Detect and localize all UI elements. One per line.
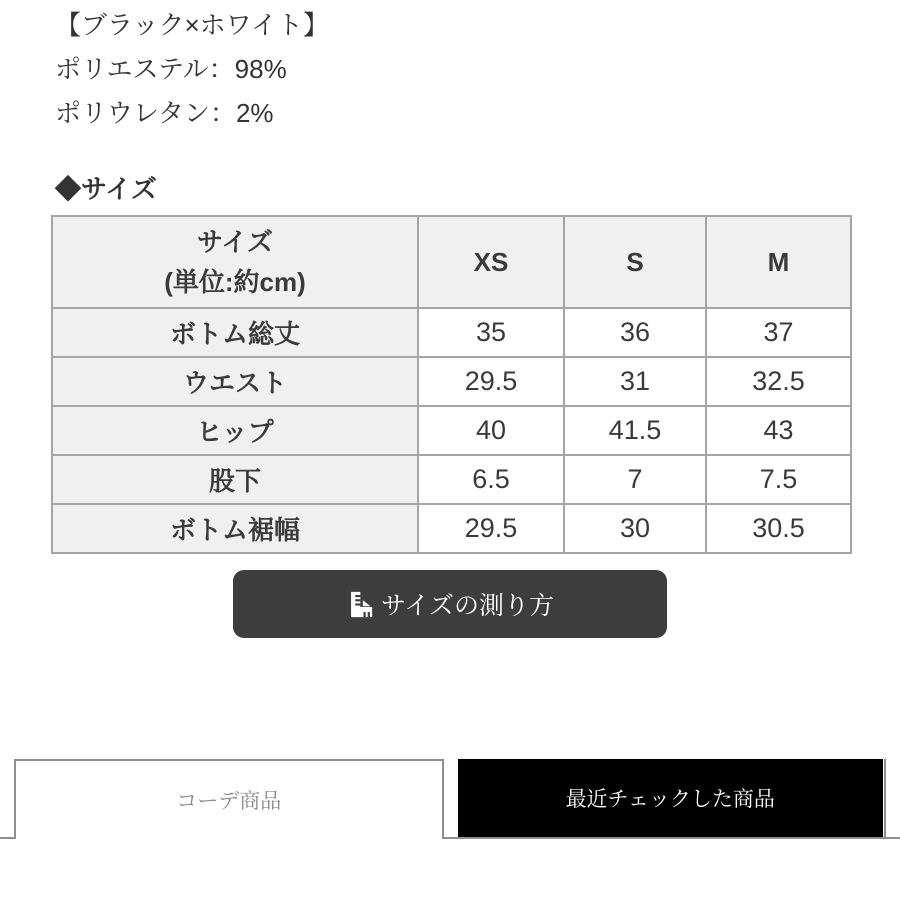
measurement-value: 29.5 (418, 504, 564, 553)
size-section-heading: ◆サイズ (55, 174, 157, 204)
measurement-row (52, 357, 851, 406)
material-polyester: ポリエステル：98% (55, 54, 287, 84)
measure-guide-button[interactable] (233, 570, 667, 638)
measurement-value: 43 (706, 406, 851, 455)
measure-button-wrap (0, 570, 900, 638)
measurement-value: 36 (564, 308, 706, 357)
measurement-value: 30.5 (706, 504, 851, 553)
measurement-row (52, 504, 851, 553)
measurement-value: 31 (564, 357, 706, 406)
measurement-label: 股下 (52, 455, 418, 504)
size-table-header-row (52, 216, 851, 308)
size-table (51, 215, 852, 554)
measurement-value: 40 (418, 406, 564, 455)
measurement-value: 41.5 (564, 406, 706, 455)
bottom-tabbar (0, 759, 900, 839)
measure-guide-label: サイズの測り方 (380, 592, 554, 620)
measurement-row (52, 455, 851, 504)
tab-recently-checked[interactable]: 最近チェックした商品 (458, 759, 884, 837)
tab-coordinate-items[interactable]: コーデ商品 (14, 759, 444, 839)
measurement-label: ヒップ (52, 406, 418, 455)
measurement-value: 7 (564, 455, 706, 504)
measurement-value: 7.5 (706, 455, 851, 504)
measurement-row (52, 406, 851, 455)
measurement-value: 35 (418, 308, 564, 357)
size-table-title: サイズ (197, 227, 273, 257)
product-info-block (0, 0, 900, 135)
size-table-unit-header (52, 216, 418, 308)
size-table-unit: (単位:約cm) (164, 267, 306, 297)
size-column-xs: XS (418, 216, 564, 308)
size-column-s: S (564, 216, 706, 308)
measurement-value: 29.5 (418, 357, 564, 406)
measurement-value: 6.5 (418, 455, 564, 504)
measurement-value: 37 (706, 308, 851, 357)
measurement-label: ボトム総丈 (52, 308, 418, 357)
measurement-label: ウエスト (52, 357, 418, 406)
measurement-value: 30 (564, 504, 706, 553)
material-polyurethane: ポリウレタン：2% (55, 98, 274, 128)
measurement-row (52, 308, 851, 357)
ruler-icon (346, 591, 373, 618)
measurement-label: ボトム裾幅 (52, 504, 418, 553)
color-variant-label: 【ブラック×ホワイト】 (55, 10, 329, 40)
measurement-value: 32.5 (706, 357, 851, 406)
size-column-m: M (706, 216, 851, 308)
